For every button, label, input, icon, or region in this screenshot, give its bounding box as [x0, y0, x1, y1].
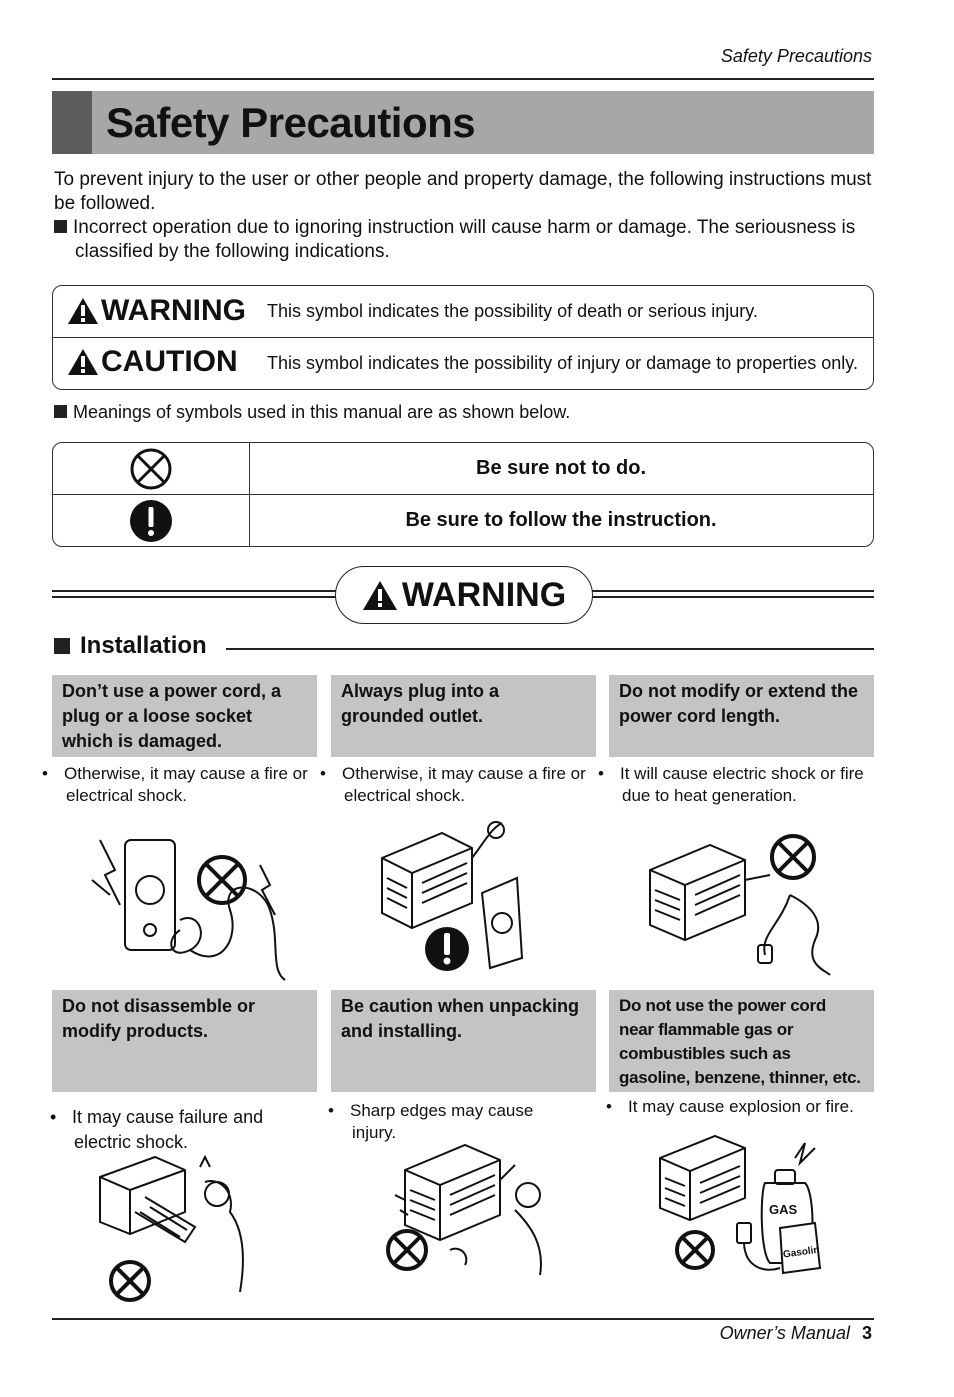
note-damaged-cord: • Otherwise, it may cause a fire or electrical shock.: [42, 764, 308, 805]
section-title-text: Installation: [80, 632, 207, 659]
banner-line-left-top: [52, 590, 336, 592]
note-text: It may cause failure and electric shock.: [72, 1107, 264, 1152]
signal-row-warning: [53, 286, 873, 337]
prohibition-icon: [111, 1262, 149, 1300]
signal-words-box: [52, 285, 874, 390]
prohibition-icon: [772, 836, 814, 878]
symbol-text-mandatory: Be sure to follow the instruction.: [405, 509, 717, 531]
section-title: [54, 632, 207, 660]
gasoline-label: Gasolin: [782, 1244, 821, 1261]
footer: [720, 1323, 872, 1344]
title-bar: [52, 91, 874, 154]
caution-triangle-icon: [67, 348, 99, 376]
card-damaged-cord: Don’t use a power cord, a plug or a loose socket which is damaged.: [52, 675, 317, 757]
symbol-row-prohibition: [53, 443, 873, 494]
signal-word-text: WARNING: [101, 294, 246, 327]
prohibition-icon: [129, 447, 173, 491]
illustration-grounded-outlet: [372, 818, 542, 978]
card-disassemble: Do not disassemble or modify products.: [52, 990, 317, 1092]
warning-triangle-icon: [362, 580, 398, 611]
symbol-text-prohibition: Be sure not to do.: [476, 457, 646, 479]
footer-rule: [52, 1318, 874, 1320]
bullet-square-icon: [54, 220, 67, 233]
card-unpacking: Be caution when unpacking and installing.: [331, 990, 596, 1092]
banner-line-right-bottom: [590, 596, 874, 598]
page-number: 3: [861, 1323, 872, 1343]
mandatory-icon: [129, 499, 173, 543]
symbol-icon-cell: [53, 443, 250, 494]
mandatory-icon: [425, 927, 469, 971]
note-modify-cord: • It will cause electric shock or fire due to heat generation.: [598, 764, 864, 805]
page-title: Safety Precautions: [106, 99, 476, 146]
note-text: Sharp edges may cause injury.: [350, 1101, 534, 1142]
illustration-damaged-plug: [70, 820, 310, 985]
gas-label: GAS: [769, 1202, 798, 1217]
symbol-icon-cell: [53, 495, 250, 546]
warning-banner: [335, 566, 593, 624]
prohibition-icon: [677, 1232, 713, 1268]
bullet-square-icon: [54, 405, 67, 418]
signal-word-caution: [67, 345, 238, 379]
intro-line-2-text: Incorrect operation due to ignoring instruction will cause harm or damage. The seriousness is classified by the following indications.: [73, 217, 856, 262]
symbols-box: [52, 442, 874, 547]
intro-line-2: [54, 216, 874, 264]
note-text: Otherwise, it may cause a fire or electrical shock.: [342, 764, 586, 805]
note-text: It will cause electric shock or fire due to heat generation.: [620, 764, 864, 805]
note-flammable-gas: • It may cause explosion or fire.: [606, 1097, 854, 1116]
symbol-row-mandatory: [53, 494, 873, 546]
note-text: It may cause explosion or fire.: [628, 1097, 854, 1116]
illustration-unpacking: [380, 1135, 560, 1280]
intro-line-1: To prevent injury to the user or other people and property damage, the following instructions must be followed.: [54, 169, 872, 214]
prohibition-icon: [199, 857, 245, 903]
signal-desc-caution: This symbol indicates the possibility of injury or damage to properties only.: [267, 353, 858, 373]
prohibition-icon: [388, 1231, 426, 1269]
signal-word-text: CAUTION: [101, 345, 238, 378]
section-rule: [226, 648, 874, 650]
illustration-disassemble: [95, 1152, 255, 1302]
card-flammable-gas: Do not use the power cord near flammable gas or combustibles such as gasoline, benzene, thinner, etc.: [609, 990, 874, 1092]
card-grounded-outlet: Always plug into a grounded outlet.: [331, 675, 596, 757]
title-bar-accent: [52, 91, 92, 154]
meanings-intro: [54, 402, 570, 423]
header-rule: [52, 78, 874, 80]
banner-line-left-bottom: [52, 596, 336, 598]
running-header: Safety Precautions: [720, 46, 872, 66]
illustration-flammable-gas: [655, 1128, 835, 1278]
meanings-intro-text: Meanings of symbols used in this manual are as shown below.: [73, 402, 571, 422]
note-disassemble: • It may cause failure and electric shock.: [50, 1107, 264, 1152]
illustration-modify-cord: [640, 825, 840, 980]
warning-banner-text: WARNING: [401, 575, 567, 614]
note-unpacking: • Sharp edges may cause injury.: [328, 1101, 534, 1142]
intro: [54, 168, 874, 264]
note-text: Otherwise, it may cause a fire or electrical shock.: [64, 764, 308, 805]
warning-triangle-icon: [67, 297, 99, 325]
card-modify-cord: Do not modify or extend the power cord length.: [609, 675, 874, 757]
signal-word-warning: [67, 294, 246, 328]
section-square-icon: [54, 638, 70, 654]
signal-row-caution: [53, 337, 873, 389]
banner-line-right-top: [590, 590, 874, 592]
signal-desc-warning: This symbol indicates the possibility of death or serious injury.: [267, 301, 758, 321]
footer-label: Owner’s Manual: [719, 1323, 850, 1343]
note-grounded-outlet: • Otherwise, it may cause a fire or electrical shock.: [320, 764, 586, 805]
